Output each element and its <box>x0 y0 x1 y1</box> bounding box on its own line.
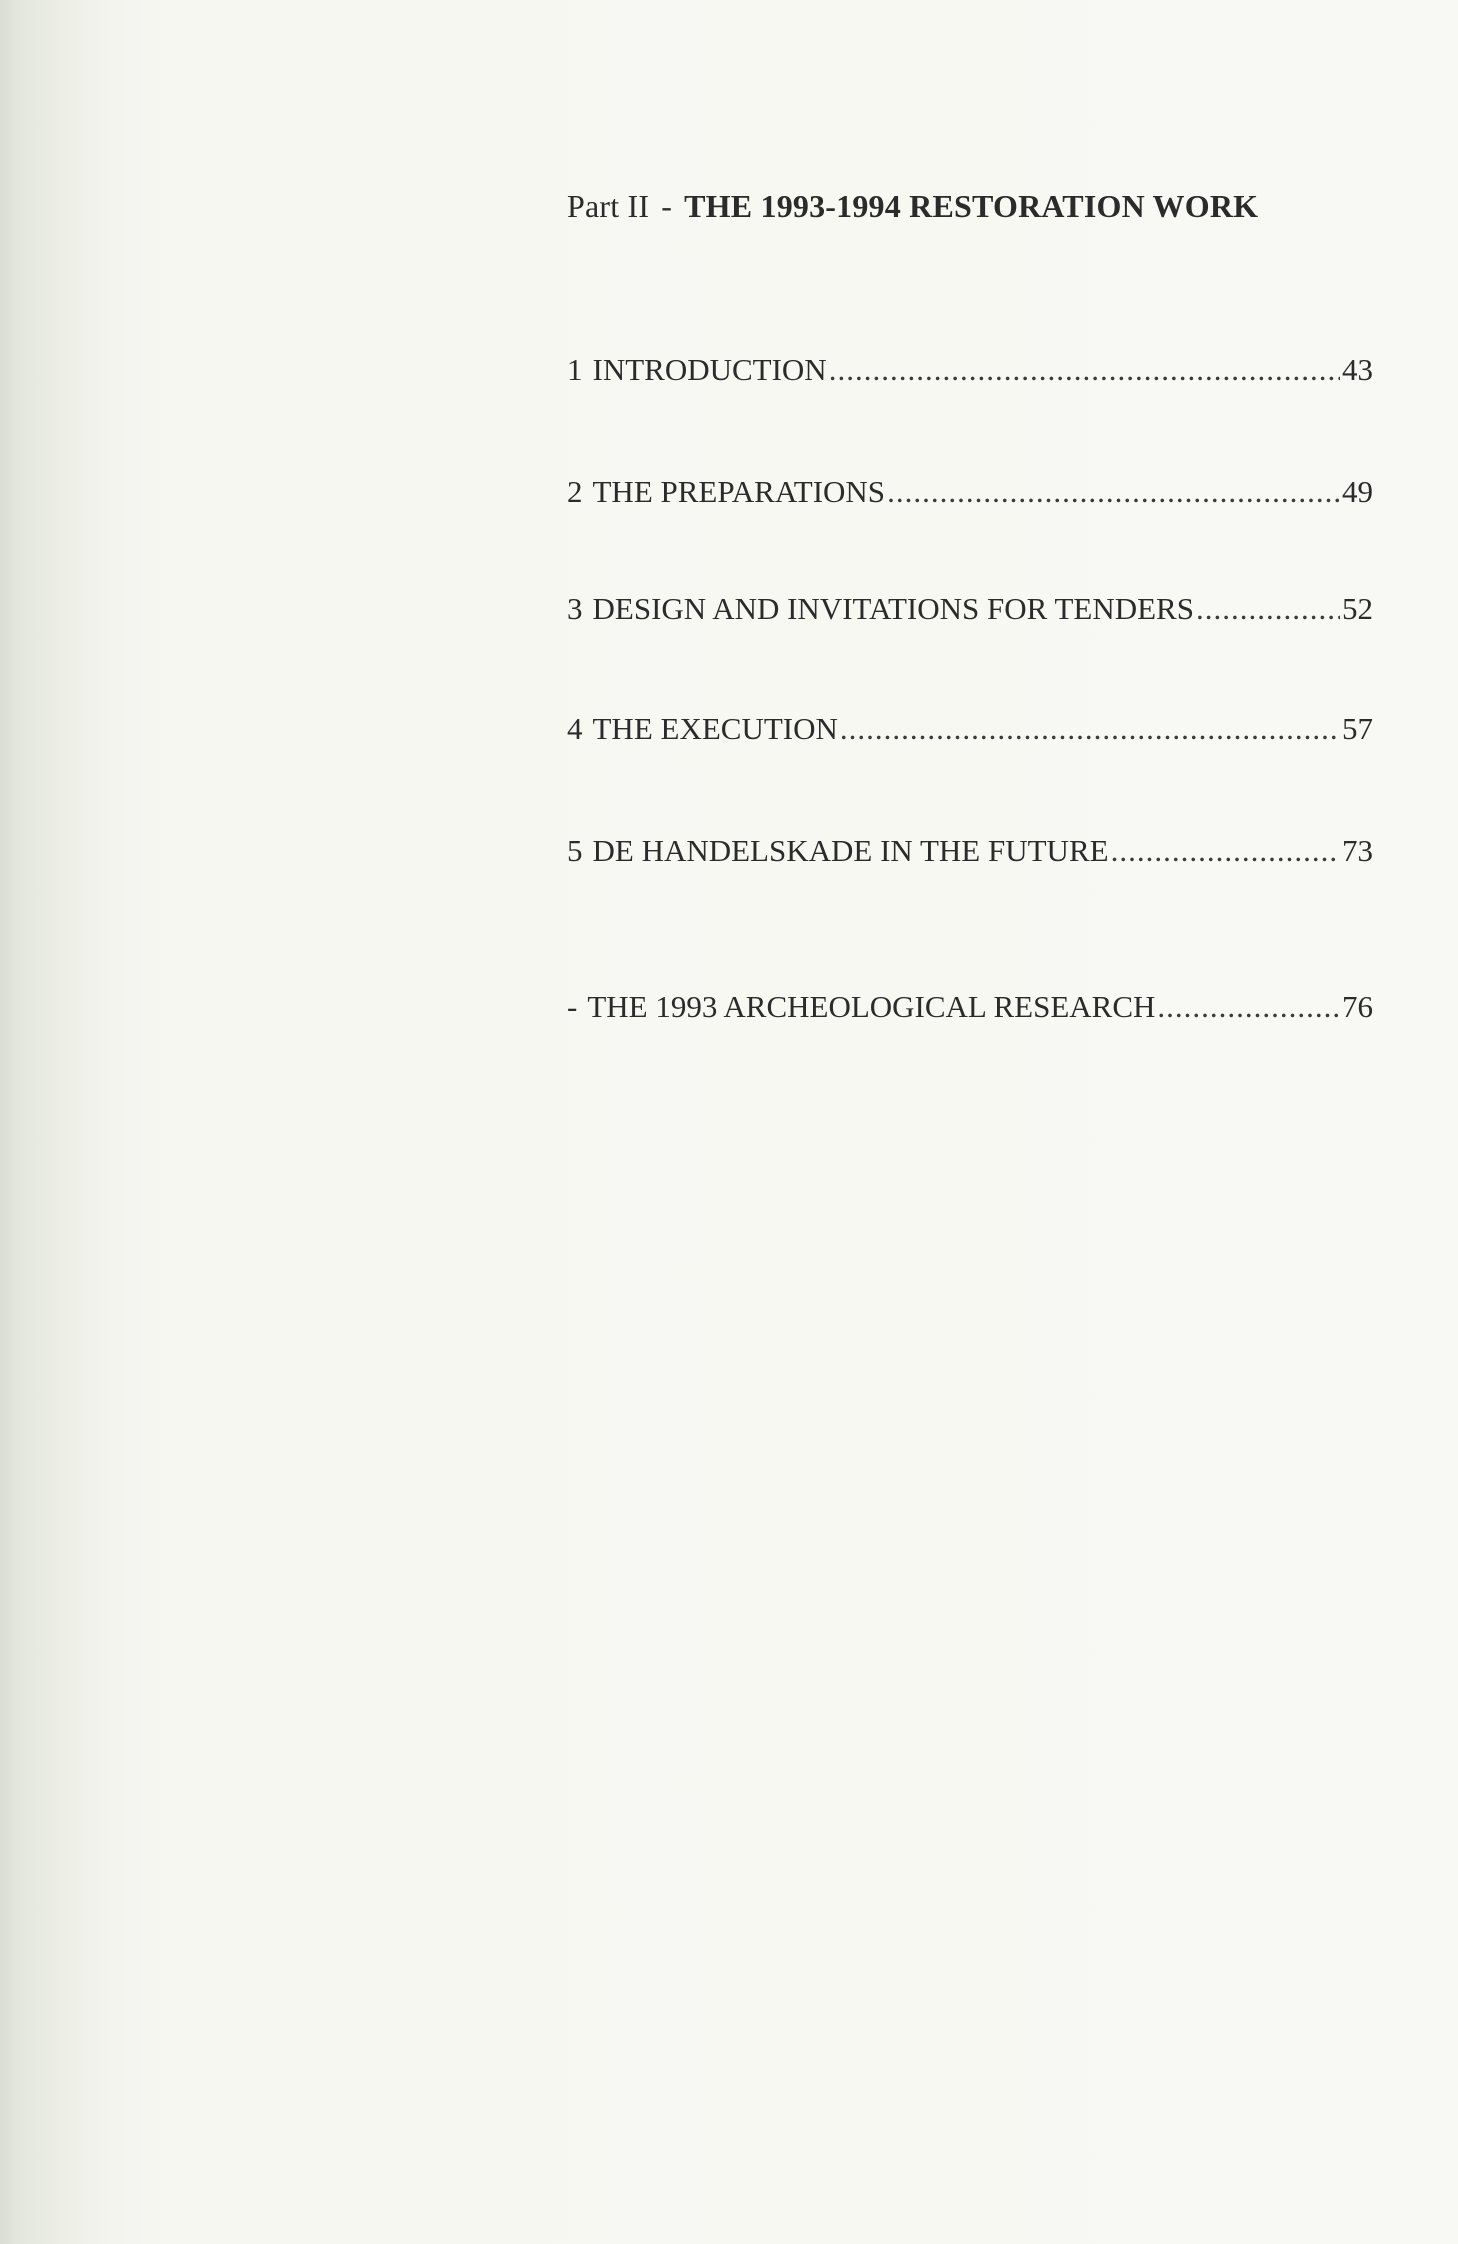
dot-leader <box>840 711 1340 747</box>
toc-entry-label: DE HANDELSKADE IN THE FUTURE <box>592 833 1109 868</box>
dot-leader <box>1111 833 1340 869</box>
part-label: Part II <box>567 188 650 224</box>
toc-entry-number: 2 <box>567 474 583 509</box>
toc-entry-number: 3 <box>567 591 583 626</box>
dot-leader <box>1196 591 1340 627</box>
part-heading <box>567 188 1258 225</box>
toc-entry-label: THE 1993 ARCHEOLOGICAL RESEARCH <box>587 989 1156 1024</box>
heading-separator: - <box>661 188 673 224</box>
dot-leader <box>829 352 1340 388</box>
toc-entry-page: 49 <box>1342 474 1373 509</box>
part-title: THE 1993-1994 RESTORATION WORK <box>684 188 1259 224</box>
toc-entry-page: 76 <box>1342 989 1373 1024</box>
toc-entry-page: 73 <box>1342 833 1373 868</box>
toc-entry-number: 5 <box>567 833 583 868</box>
toc-entry-page: 52 <box>1342 591 1373 626</box>
dot-leader <box>887 474 1340 510</box>
toc-entry-number: 4 <box>567 711 583 746</box>
toc-entry-future[interactable] <box>567 833 1373 869</box>
toc-entry-preparations[interactable] <box>567 474 1373 510</box>
toc-entry-number: 1 <box>567 352 583 387</box>
toc-entry-archeological-research[interactable] <box>567 989 1373 1025</box>
toc-entry-label: THE EXECUTION <box>592 711 838 746</box>
toc-entry-label: DESIGN AND INVITATIONS FOR TENDERS <box>592 591 1194 626</box>
toc-entry-page: 57 <box>1342 711 1373 746</box>
toc-entry-number: - <box>567 989 578 1024</box>
toc-entry-execution[interactable] <box>567 711 1373 747</box>
dot-leader <box>1157 989 1340 1025</box>
toc-entry-label: THE PREPARATIONS <box>592 474 886 509</box>
toc-entry-design-tenders[interactable] <box>567 591 1373 627</box>
toc-entry-introduction[interactable] <box>567 352 1373 388</box>
toc-entry-page: 43 <box>1342 352 1373 387</box>
toc-entry-label: INTRODUCTION <box>592 352 827 387</box>
